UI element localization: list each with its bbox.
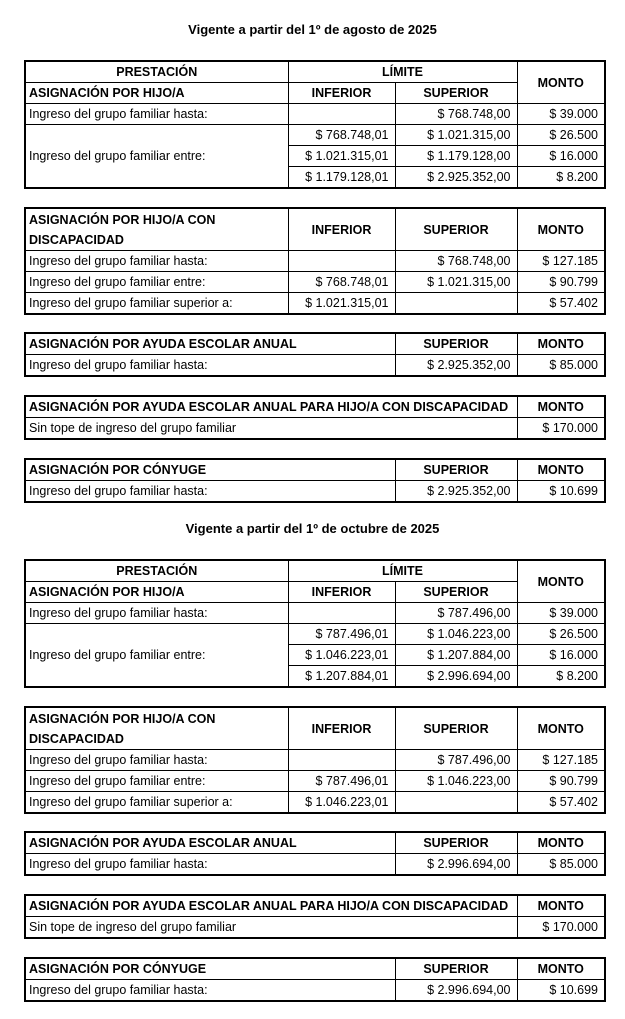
ayuda-escolar-discapacidad-table xyxy=(24,395,606,440)
row-label: Ingreso del grupo familiar hasta: xyxy=(25,104,288,125)
monto-value: $ 170.000 xyxy=(517,418,605,440)
asignacion-hijo-label: ASIGNACIÓN POR HIJO/A xyxy=(25,83,288,104)
monto-value: $ 39.000 xyxy=(517,104,605,125)
section-title: Vigente a partir del 1º de octubre de 2025 xyxy=(185,521,440,536)
superior-value: $ 1.046.223,00 xyxy=(395,771,517,792)
inferior-header: INFERIOR xyxy=(288,208,395,251)
superior-value: $ 2.996.694,00 xyxy=(395,666,517,688)
superior-value: $ 2.996.694,00 xyxy=(395,980,517,1002)
inferior-value xyxy=(288,750,395,771)
superior-value: $ 2.925.352,00 xyxy=(395,355,517,377)
conyuge-label: ASIGNACIÓN POR CÓNYUGE xyxy=(25,459,395,481)
conyuge-table xyxy=(24,458,606,503)
table-row xyxy=(25,125,605,146)
inferior-value: $ 1.179.128,01 xyxy=(288,167,395,189)
monto-header: MONTO xyxy=(517,333,605,355)
monto-value: $ 8.200 xyxy=(517,167,605,189)
prestacion-header: PRESTACIÓN xyxy=(25,560,288,582)
table-row xyxy=(25,418,605,440)
inferior-header: INFERIOR xyxy=(288,707,395,750)
inferior-header: INFERIOR xyxy=(288,83,395,104)
asignacion-discapacidad-label: ASIGNACIÓN POR HIJO/A CON DISCAPACIDAD xyxy=(25,707,288,750)
superior-value: $ 768.748,00 xyxy=(395,104,517,125)
monto-header: MONTO xyxy=(517,707,605,750)
row-label: Ingreso del grupo familiar entre: xyxy=(25,624,288,688)
monto-header: MONTO xyxy=(517,459,605,481)
asignacion-hijo-table xyxy=(24,559,606,688)
table-row xyxy=(25,355,605,377)
monto-value: $ 85.000 xyxy=(517,854,605,876)
superior-value: $ 1.207.884,00 xyxy=(395,645,517,666)
superior-header: SUPERIOR xyxy=(395,832,517,854)
monto-value: $ 10.699 xyxy=(517,980,605,1002)
inferior-value: $ 768.748,01 xyxy=(288,272,395,293)
monto-value: $ 170.000 xyxy=(517,917,605,939)
asignacion-discapacidad-label: ASIGNACIÓN POR HIJO/A CON DISCAPACIDAD xyxy=(25,208,288,251)
monto-value: $ 16.000 xyxy=(517,645,605,666)
monto-header: MONTO xyxy=(517,61,605,104)
table-row xyxy=(25,481,605,503)
inferior-value: $ 1.207.884,01 xyxy=(288,666,395,688)
limite-header: LÍMITE xyxy=(288,560,517,582)
inferior-value: $ 787.496,01 xyxy=(288,771,395,792)
ayuda-escolar-table xyxy=(24,831,606,876)
row-label: Ingreso del grupo familiar hasta: xyxy=(25,603,288,624)
superior-header: SUPERIOR xyxy=(395,582,517,603)
row-label: Ingreso del grupo familiar entre: xyxy=(25,272,288,293)
row-label: Ingreso del grupo familiar hasta: xyxy=(25,854,395,876)
row-label: Ingreso del grupo familiar entre: xyxy=(25,125,288,189)
limite-header: LÍMITE xyxy=(288,61,517,83)
monto-value: $ 16.000 xyxy=(517,146,605,167)
asignacion-discapacidad-table xyxy=(24,207,606,315)
inferior-value: $ 787.496,01 xyxy=(288,624,395,645)
table-row xyxy=(25,251,605,272)
monto-value: $ 26.500 xyxy=(517,125,605,146)
monto-value: $ 10.699 xyxy=(517,481,605,503)
superior-header: SUPERIOR xyxy=(395,208,517,251)
ayuda-escolar-table xyxy=(24,332,606,377)
section-title: Vigente a partir del 1º de agosto de 2025 xyxy=(188,22,437,37)
inferior-value: $ 1.046.223,01 xyxy=(288,792,395,814)
conyuge-table xyxy=(24,957,606,1002)
row-label: Ingreso del grupo familiar hasta: xyxy=(25,750,288,771)
inferior-value xyxy=(288,251,395,272)
inferior-value xyxy=(288,603,395,624)
superior-value: $ 2.996.694,00 xyxy=(395,854,517,876)
table-row xyxy=(25,603,605,624)
monto-value: $ 90.799 xyxy=(517,272,605,293)
superior-header: SUPERIOR xyxy=(395,459,517,481)
table-row xyxy=(25,750,605,771)
superior-value: $ 1.021.315,00 xyxy=(395,125,517,146)
row-label: Ingreso del grupo familiar hasta: xyxy=(25,355,395,377)
monto-value: $ 26.500 xyxy=(517,624,605,645)
inferior-value xyxy=(288,104,395,125)
prestacion-header: PRESTACIÓN xyxy=(25,61,288,83)
conyuge-label: ASIGNACIÓN POR CÓNYUGE xyxy=(25,958,395,980)
superior-value: $ 1.021.315,00 xyxy=(395,272,517,293)
asignacion-hijo-label: ASIGNACIÓN POR HIJO/A xyxy=(25,582,288,603)
superior-value: $ 1.179.128,00 xyxy=(395,146,517,167)
superior-header: SUPERIOR xyxy=(395,83,517,104)
row-label: Ingreso del grupo familiar superior a: xyxy=(25,293,288,315)
monto-header: MONTO xyxy=(517,958,605,980)
table-row xyxy=(25,792,605,814)
row-label: Ingreso del grupo familiar entre: xyxy=(25,771,288,792)
superior-value xyxy=(395,293,517,315)
superior-value: $ 1.046.223,00 xyxy=(395,624,517,645)
superior-value: $ 2.925.352,00 xyxy=(395,167,517,189)
row-label: Sin tope de ingreso del grupo familiar xyxy=(25,917,517,939)
monto-header: MONTO xyxy=(517,396,605,418)
monto-value: $ 8.200 xyxy=(517,666,605,688)
table-row xyxy=(25,854,605,876)
table-row xyxy=(25,272,605,293)
inferior-header: INFERIOR xyxy=(288,582,395,603)
ayuda-escolar-discapacidad-label: ASIGNACIÓN POR AYUDA ESCOLAR ANUAL PARA HIJO/A CON DISCAPACIDAD xyxy=(25,396,517,418)
ayuda-escolar-discapacidad-label: ASIGNACIÓN POR AYUDA ESCOLAR ANUAL PARA HIJO/A CON DISCAPACIDAD xyxy=(25,895,517,917)
table-row xyxy=(25,624,605,645)
table-row xyxy=(25,917,605,939)
table-row xyxy=(25,293,605,315)
inferior-value: $ 768.748,01 xyxy=(288,125,395,146)
table-row xyxy=(25,980,605,1002)
ayuda-escolar-label: ASIGNACIÓN POR AYUDA ESCOLAR ANUAL xyxy=(25,832,395,854)
monto-value: $ 85.000 xyxy=(517,355,605,377)
monto-header: MONTO xyxy=(517,895,605,917)
row-label: Ingreso del grupo familiar superior a: xyxy=(25,792,288,814)
inferior-value: $ 1.021.315,01 xyxy=(288,146,395,167)
table-row xyxy=(25,104,605,125)
row-label: Ingreso del grupo familiar hasta: xyxy=(25,980,395,1002)
superior-header: SUPERIOR xyxy=(395,707,517,750)
superior-value: $ 768.748,00 xyxy=(395,251,517,272)
inferior-value: $ 1.021.315,01 xyxy=(288,293,395,315)
monto-header: MONTO xyxy=(517,832,605,854)
row-label: Ingreso del grupo familiar hasta: xyxy=(25,481,395,503)
monto-value: $ 127.185 xyxy=(517,750,605,771)
superior-header: SUPERIOR xyxy=(395,958,517,980)
row-label: Sin tope de ingreso del grupo familiar xyxy=(25,418,517,440)
row-label: Ingreso del grupo familiar hasta: xyxy=(25,251,288,272)
ayuda-escolar-discapacidad-table xyxy=(24,894,606,939)
monto-value: $ 127.185 xyxy=(517,251,605,272)
monto-value: $ 57.402 xyxy=(517,293,605,315)
asignacion-discapacidad-table xyxy=(24,706,606,814)
inferior-value: $ 1.046.223,01 xyxy=(288,645,395,666)
monto-value: $ 39.000 xyxy=(517,603,605,624)
superior-value xyxy=(395,792,517,814)
monto-value: $ 90.799 xyxy=(517,771,605,792)
table-row xyxy=(25,771,605,792)
monto-value: $ 57.402 xyxy=(517,792,605,814)
monto-header: MONTO xyxy=(517,208,605,251)
ayuda-escolar-label: ASIGNACIÓN POR AYUDA ESCOLAR ANUAL xyxy=(25,333,395,355)
asignacion-hijo-table xyxy=(24,60,606,189)
monto-header: MONTO xyxy=(517,560,605,603)
superior-header: SUPERIOR xyxy=(395,333,517,355)
superior-value: $ 787.496,00 xyxy=(395,750,517,771)
superior-value: $ 2.925.352,00 xyxy=(395,481,517,503)
superior-value: $ 787.496,00 xyxy=(395,603,517,624)
